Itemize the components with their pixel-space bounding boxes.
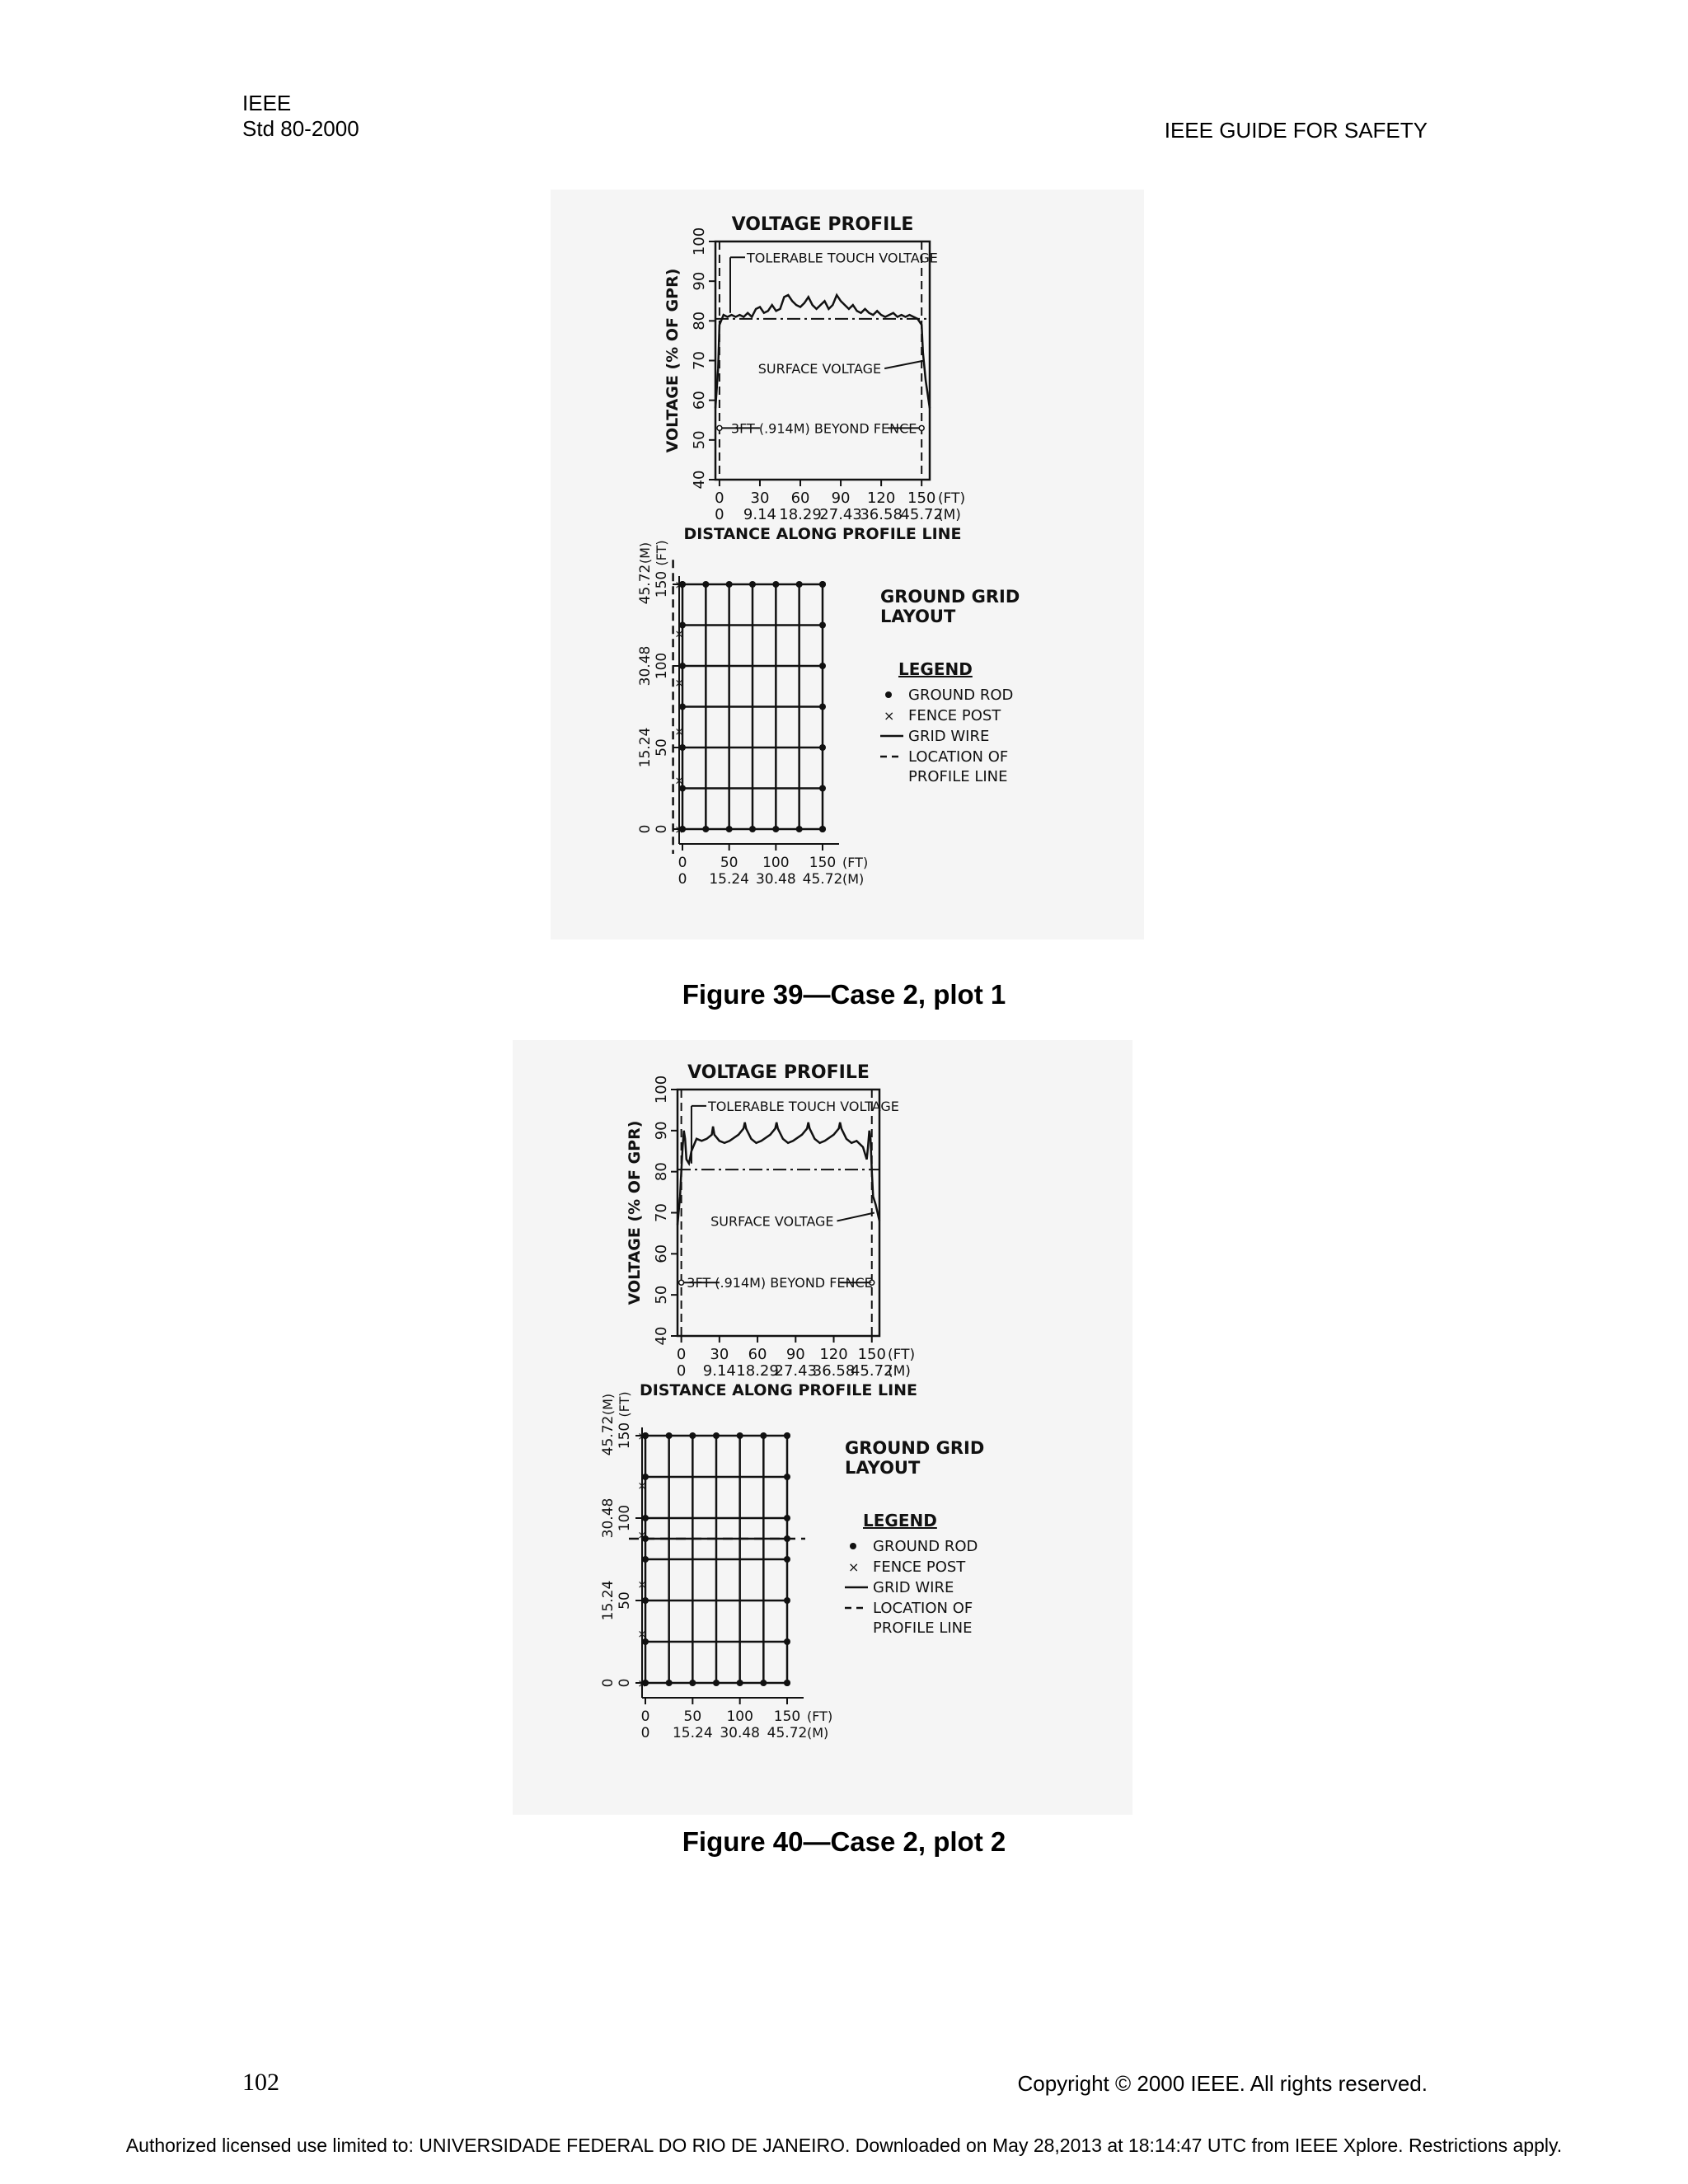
y-tick-label: 100 xyxy=(691,227,708,256)
ground-rod xyxy=(819,581,826,588)
legend-item-label: PROFILE LINE xyxy=(908,768,1008,785)
x-tick-label-ft: 0 xyxy=(715,490,724,507)
ground-rod xyxy=(679,704,686,710)
y-tick-label: 90 xyxy=(653,1121,670,1141)
ground-rod xyxy=(702,826,709,832)
ground-rod xyxy=(772,826,779,832)
ground-rod xyxy=(679,663,686,669)
surface-voltage-leader xyxy=(837,1213,874,1221)
legend-item-label: LOCATION OF xyxy=(908,748,1009,766)
ground-rod xyxy=(819,744,826,751)
x-tick-label-ft: 150 xyxy=(857,1346,886,1363)
ground-rod xyxy=(726,826,733,832)
grid-x-unit-m: (M) xyxy=(842,871,865,887)
ground-rod xyxy=(737,1432,743,1439)
grid-x-tick-label-m: 30.48 xyxy=(720,1725,761,1741)
y-tick-label: 80 xyxy=(691,311,708,330)
x-unit-ft: (FT) xyxy=(888,1347,916,1363)
legend-item-label: GROUND ROD xyxy=(873,1538,978,1555)
touch-voltage-annotation: TOLERABLE TOUCH VOLTAGE xyxy=(746,250,938,266)
grid-x-tick-label-m: 45.72 xyxy=(767,1725,808,1741)
figure-40 xyxy=(513,1040,1132,1815)
x-tick-label-ft: 120 xyxy=(819,1346,848,1363)
ground-rod xyxy=(666,1680,673,1686)
fence-span-end xyxy=(919,425,924,430)
x-tick-label-m: 36.58 xyxy=(812,1362,856,1380)
x-tick-label-m: 18.29 xyxy=(736,1362,779,1380)
y-tick-label: 50 xyxy=(691,430,708,450)
x-tick-label-m: 27.43 xyxy=(819,506,862,523)
grid-x-tick-label-m: 30.48 xyxy=(755,871,796,888)
ground-rod xyxy=(749,581,756,588)
header-org: IEEE xyxy=(242,91,292,115)
surface-voltage-leader xyxy=(884,361,924,369)
x-tick-label-m: 27.43 xyxy=(774,1362,818,1380)
legend-item-label: FENCE POST xyxy=(908,707,1001,724)
ground-rod xyxy=(679,744,686,751)
ground-rod xyxy=(689,1680,696,1686)
grid-y-tick-label-ft: 0 xyxy=(617,1678,633,1688)
ground-rod xyxy=(819,785,826,792)
y-tick-label: 60 xyxy=(691,391,708,410)
ground-rod xyxy=(784,1638,790,1645)
x-tick-label-m: 36.58 xyxy=(860,506,903,523)
fence-post: × xyxy=(674,775,684,788)
ground-rod xyxy=(760,1680,767,1686)
x-axis-label: DISTANCE ALONG PROFILE LINE xyxy=(683,525,962,543)
x-tick-label-m: 45.72 xyxy=(900,506,943,523)
grid-y-tick-label-ft: 0 xyxy=(654,824,670,834)
figure-39-caption: Figure 39—Case 2, plot 1 xyxy=(682,979,1006,1010)
grid-x-tick-label-ft: 50 xyxy=(720,855,738,871)
ground-rod xyxy=(642,1474,649,1480)
fence-post: × xyxy=(637,1530,647,1542)
grid-title-line-1: GROUND GRID xyxy=(880,587,1020,607)
ground-rod xyxy=(642,1515,649,1521)
legend-item-label: GRID WIRE xyxy=(908,728,990,745)
legend-item-label: PROFILE LINE xyxy=(873,1619,973,1637)
grid-y-unit-m: (M) xyxy=(637,541,653,565)
grid-title-line-2: LAYOUT xyxy=(845,1458,921,1478)
grid-x-tick-label-ft: 150 xyxy=(773,1708,801,1725)
fence-post: × xyxy=(637,1579,647,1591)
x-tick-label-ft: 90 xyxy=(785,1346,805,1363)
ground-rod xyxy=(642,1597,649,1604)
ground-rod xyxy=(796,826,803,832)
grid-x-tick-label-ft: 50 xyxy=(683,1708,702,1725)
ground-rod xyxy=(819,622,826,629)
x-tick-label-ft: 150 xyxy=(907,490,936,507)
fence-post: × xyxy=(637,1678,647,1690)
profile-title: VOLTAGE PROFILE xyxy=(687,1062,870,1083)
x-tick-label-m: 9.14 xyxy=(743,506,777,523)
x-tick-label-m: 0 xyxy=(715,506,724,523)
header-title: IEEE GUIDE FOR SAFETY xyxy=(1164,118,1428,143)
fence-post: × xyxy=(674,824,684,837)
header-std: Std 80-2000 xyxy=(242,116,359,141)
fence-span-end xyxy=(679,1280,684,1285)
grid-x-tick-label-m: 15.24 xyxy=(672,1725,713,1741)
fence-span-annotation: 3FT (.914M) BEYOND FENCE xyxy=(687,1275,873,1291)
x-unit-ft: (FT) xyxy=(938,490,966,507)
legend-title: LEGEND xyxy=(863,1511,937,1530)
grid-y-tick-label-m: 0 xyxy=(600,1678,617,1688)
x-tick-label-m: 18.29 xyxy=(779,506,822,523)
x-tick-label-m: 45.72 xyxy=(850,1362,893,1380)
legend-fence-post-symbol: × xyxy=(848,1559,860,1575)
x-tick-label-m: 0 xyxy=(676,1362,687,1380)
y-axis-label: VOLTAGE (% OF GPR) xyxy=(626,1120,644,1305)
grid-y-tick-label-ft: 50 xyxy=(617,1591,633,1610)
surface-voltage-annotation: SURFACE VOLTAGE xyxy=(710,1213,834,1230)
ground-rod xyxy=(796,581,803,588)
grid-x-tick-label-ft: 150 xyxy=(809,855,837,871)
fence-post: × xyxy=(674,628,684,641)
ground-rod xyxy=(819,663,826,669)
grid-x-tick-label-m: 45.72 xyxy=(802,871,843,888)
x-tick-label-ft: 90 xyxy=(831,490,851,507)
grid-y-tick-label-m: 30.48 xyxy=(637,645,654,687)
legend-item-label: GROUND ROD xyxy=(908,687,1014,704)
grid-x-tick-label-ft: 0 xyxy=(640,1708,650,1725)
ground-rod xyxy=(772,581,779,588)
copyright-notice: Copyright © 2000 IEEE. All rights reserved. xyxy=(1017,2071,1428,2096)
ground-rod xyxy=(666,1432,673,1439)
x-tick-label-ft: 30 xyxy=(710,1346,729,1363)
y-tick-label: 70 xyxy=(691,351,708,370)
y-tick-label: 90 xyxy=(691,271,708,291)
surface-voltage-annotation: SURFACE VOLTAGE xyxy=(757,361,882,377)
x-unit-m: (M) xyxy=(888,1363,911,1380)
ground-rod xyxy=(713,1680,720,1686)
grid-y-tick-label-m: 15.24 xyxy=(637,727,654,768)
surface-voltage-curve xyxy=(678,1122,879,1226)
ground-rod xyxy=(749,826,756,832)
y-tick-label: 50 xyxy=(653,1285,670,1305)
ground-rod xyxy=(679,622,686,629)
x-axis-label: DISTANCE ALONG PROFILE LINE xyxy=(639,1381,918,1399)
grid-y-tick-label-ft: 50 xyxy=(654,738,670,757)
grid-title-line-1: GROUND GRID xyxy=(845,1438,985,1458)
y-tick-label: 60 xyxy=(653,1244,670,1263)
ground-rod xyxy=(784,1515,790,1521)
grid-y-tick-label-ft: 150 xyxy=(617,1422,633,1450)
grid-y-tick-label-ft: 150 xyxy=(654,570,670,598)
grid-y-unit-ft: (FT) xyxy=(617,1391,632,1418)
x-unit-m: (M) xyxy=(938,507,961,523)
grid-y-unit-m: (M) xyxy=(600,1393,616,1416)
grid-y-tick-label-ft: 100 xyxy=(654,652,670,680)
y-tick-label: 70 xyxy=(653,1203,670,1222)
ground-rod xyxy=(784,1432,790,1439)
license-notice: Authorized licensed use limited to: UNIVERSIDADE FEDERAL DO RIO DE JANEIRO. Downloaded on May 28,2013 at 18:14:47 UTC from IEEE Xplore. Restrictions apply. xyxy=(125,2135,1563,2156)
figure-39 xyxy=(551,190,1144,940)
y-tick-label: 100 xyxy=(653,1075,670,1104)
fence-post: × xyxy=(637,1629,647,1641)
legend-item-label: FENCE POST xyxy=(873,1558,966,1576)
legend-item-label: GRID WIRE xyxy=(873,1579,954,1596)
legend-fence-post-symbol: × xyxy=(884,708,895,724)
legend-title: LEGEND xyxy=(898,659,973,679)
ground-rod xyxy=(819,826,826,832)
legend-item-label: LOCATION OF xyxy=(873,1600,973,1617)
grid-x-tick-label-ft: 0 xyxy=(678,855,687,871)
ground-rod xyxy=(689,1432,696,1439)
fence-post: × xyxy=(637,1480,647,1493)
ground-rod xyxy=(819,704,826,710)
fence-span-end xyxy=(717,425,722,430)
grid-y-tick-label-ft: 100 xyxy=(617,1504,633,1532)
ground-rod xyxy=(784,1556,790,1563)
surface-voltage-curve xyxy=(715,295,930,408)
running-header-left xyxy=(242,91,359,142)
grid-x-tick-label-m: 0 xyxy=(678,871,687,888)
grid-y-tick-label-m: 30.48 xyxy=(600,1497,617,1539)
grid-x-unit-ft: (FT) xyxy=(807,1708,833,1724)
grid-x-tick-label-ft: 100 xyxy=(726,1708,753,1725)
fence-post: × xyxy=(674,677,684,690)
x-tick-label-ft: 0 xyxy=(676,1346,687,1363)
grid-y-tick-label-m: 15.24 xyxy=(600,1580,617,1621)
grid-y-unit-ft: (FT) xyxy=(654,540,669,566)
x-tick-label-ft: 30 xyxy=(750,490,770,507)
y-tick-label: 80 xyxy=(653,1162,670,1182)
ground-rod xyxy=(784,1474,790,1480)
grid-x-unit-ft: (FT) xyxy=(842,855,869,870)
x-tick-label-ft: 60 xyxy=(790,490,810,507)
page-number: 102 xyxy=(242,2069,279,2096)
grid-x-tick-label-m: 15.24 xyxy=(709,871,750,888)
profile-title: VOLTAGE PROFILE xyxy=(731,214,914,235)
fence-post: × xyxy=(674,726,684,739)
grid-x-tick-label-m: 0 xyxy=(640,1725,650,1741)
fence-post: × xyxy=(674,579,684,592)
ground-rod xyxy=(784,1597,790,1604)
y-axis-label: VOLTAGE (% OF GPR) xyxy=(663,268,682,453)
grid-y-tick-label-m: 45.72 xyxy=(637,564,654,605)
y-tick-label: 40 xyxy=(653,1326,670,1346)
grid-x-tick-label-ft: 100 xyxy=(762,855,790,871)
ground-rod xyxy=(726,581,733,588)
grid-x-unit-m: (M) xyxy=(807,1725,829,1741)
legend-ground-rod-symbol xyxy=(885,691,892,698)
y-tick-label: 40 xyxy=(691,470,708,490)
figure-40-caption: Figure 40—Case 2, plot 2 xyxy=(682,1826,1006,1857)
grid-y-tick-label-m: 0 xyxy=(637,824,654,834)
ground-rod xyxy=(713,1432,720,1439)
x-tick-label-ft: 120 xyxy=(866,490,896,507)
ground-rod xyxy=(737,1680,743,1686)
grid-title-line-2: LAYOUT xyxy=(880,607,956,626)
ground-rod xyxy=(702,581,709,588)
touch-voltage-annotation: TOLERABLE TOUCH VOLTAGE xyxy=(707,1098,899,1114)
ground-rod xyxy=(760,1432,767,1439)
fence-span-annotation: 3FT (.914M) BEYOND FENCE xyxy=(730,420,917,437)
grid-y-tick-label-m: 45.72 xyxy=(600,1415,617,1456)
ground-rod xyxy=(642,1556,649,1563)
legend-ground-rod-symbol xyxy=(850,1543,856,1549)
ground-rod xyxy=(784,1680,790,1686)
x-tick-label-m: 9.14 xyxy=(702,1362,736,1380)
fence-post: × xyxy=(637,1431,647,1443)
x-tick-label-ft: 60 xyxy=(748,1346,767,1363)
